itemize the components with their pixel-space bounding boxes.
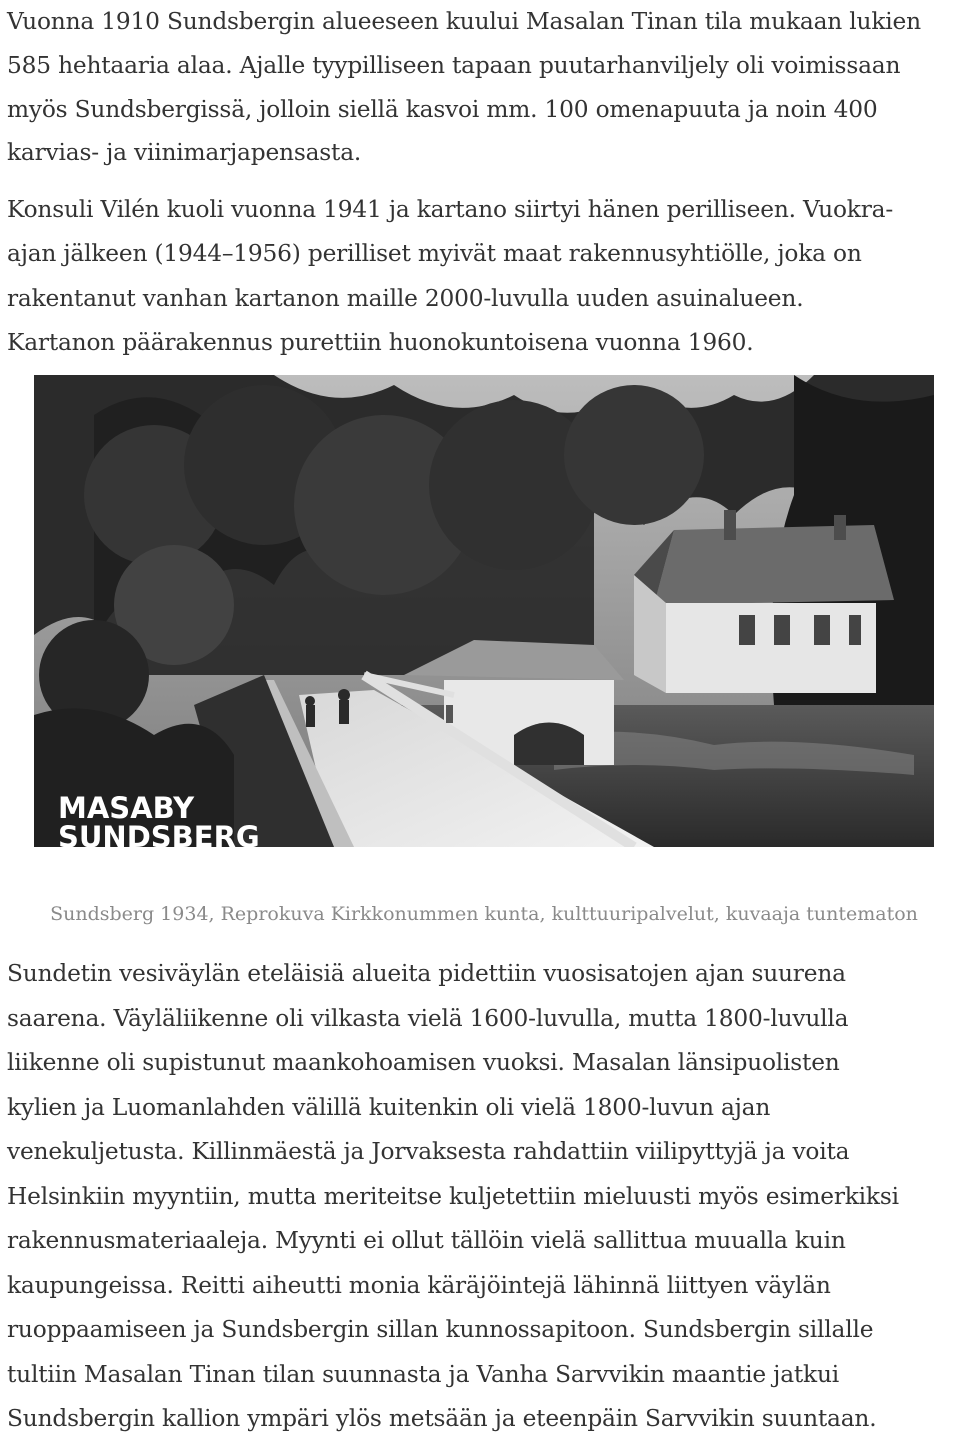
text-line: ajan jälkeen (1944–1956) perilliset myivät maat rakennusyhtiölle, joka on xyxy=(7,240,862,268)
photo-inscription-line2: SUNDSBERG xyxy=(58,820,260,847)
text-line: Konsuli Vilén kuoli vuonna 1941 ja kartano siirtyi hänen perilliseen. Vuokra- xyxy=(7,196,894,223)
text-line: Sundsbergin kallion ympäri ylös metsään ja eteenpäin Sarvvikin suuntaan. xyxy=(7,1405,877,1432)
text-line: Helsinkiin myyntiin, mutta meriteitse kuljetettiin mieluusti myös esimerkiksi xyxy=(7,1182,899,1210)
photo-caption: Sundsberg 1934, Reprokuva Kirkkonummen kunta, kulttuuripalvelut, kuvaaja tuntematon xyxy=(50,903,918,925)
text-line: saarena. Väyläliikenne oli vilkasta vielä 1600-luvulla, mutta 1800-luvulla xyxy=(7,1004,849,1032)
text-line: rakennusmateriaaleja. Myynti ei ollut tällöin vielä sallittua muualla kuin xyxy=(7,1227,846,1254)
text-line: venekuljetusta. Killinmäestä ja Jorvaksesta rahdattiin viilipyttyjä ja voita xyxy=(7,1138,850,1165)
text-line: ruoppaamiseen ja Sundsbergin sillan kunnossapitoon. Sundsbergin sillalle xyxy=(7,1316,874,1343)
text-line: kylien ja Luomanlahden välillä kuitenkin oli vielä 1800-luvun ajan xyxy=(7,1093,771,1121)
text-line: karvias- ja viinimarjapensasta. xyxy=(7,139,362,167)
text-line: 585 hehtaaria alaa. Ajalle tyypilliseen tapaan puutarhanviljely oli voimissaan xyxy=(7,51,901,79)
historical-photo-sundsberg-bridge xyxy=(34,375,934,847)
text-line: kaupungeissa. Reitti aiheutti monia käräjöintejä lähinnä liittyen väylän xyxy=(7,1271,831,1299)
photo-inscription-line1: MASABY xyxy=(58,791,195,825)
text-line: Vuonna 1910 Sundsbergin alueeseen kuului Masalan Tinan tila mukaan lukien xyxy=(7,8,921,35)
text-line: Sundetin vesiväylän eteläisiä alueita pidettiin vuosisatojen ajan suurena xyxy=(7,960,846,987)
text-line: tultiin Masalan Tinan tilan suunnasta ja Vanha Sarvvikin maantie jatkui xyxy=(7,1360,840,1388)
paragraph-waterway-history xyxy=(7,952,899,1442)
text-line: Kartanon päärakennus purettiin huonokuntoisena vuonna 1960. xyxy=(7,328,754,356)
paragraph-manor-fate xyxy=(7,188,893,365)
text-line: rakentanut vanhan kartanon maille 2000-luvulla uuden asuinalueen. xyxy=(7,284,804,312)
text-line: myös Sundsbergissä, jolloin siellä kasvoi mm. 100 omenapuuta ja noin 400 xyxy=(7,95,878,123)
paragraph-garden-history xyxy=(7,0,921,175)
text-line: liikenne oli supistunut maankohoamisen vuoksi. Masalan länsipuolisten xyxy=(7,1049,840,1076)
